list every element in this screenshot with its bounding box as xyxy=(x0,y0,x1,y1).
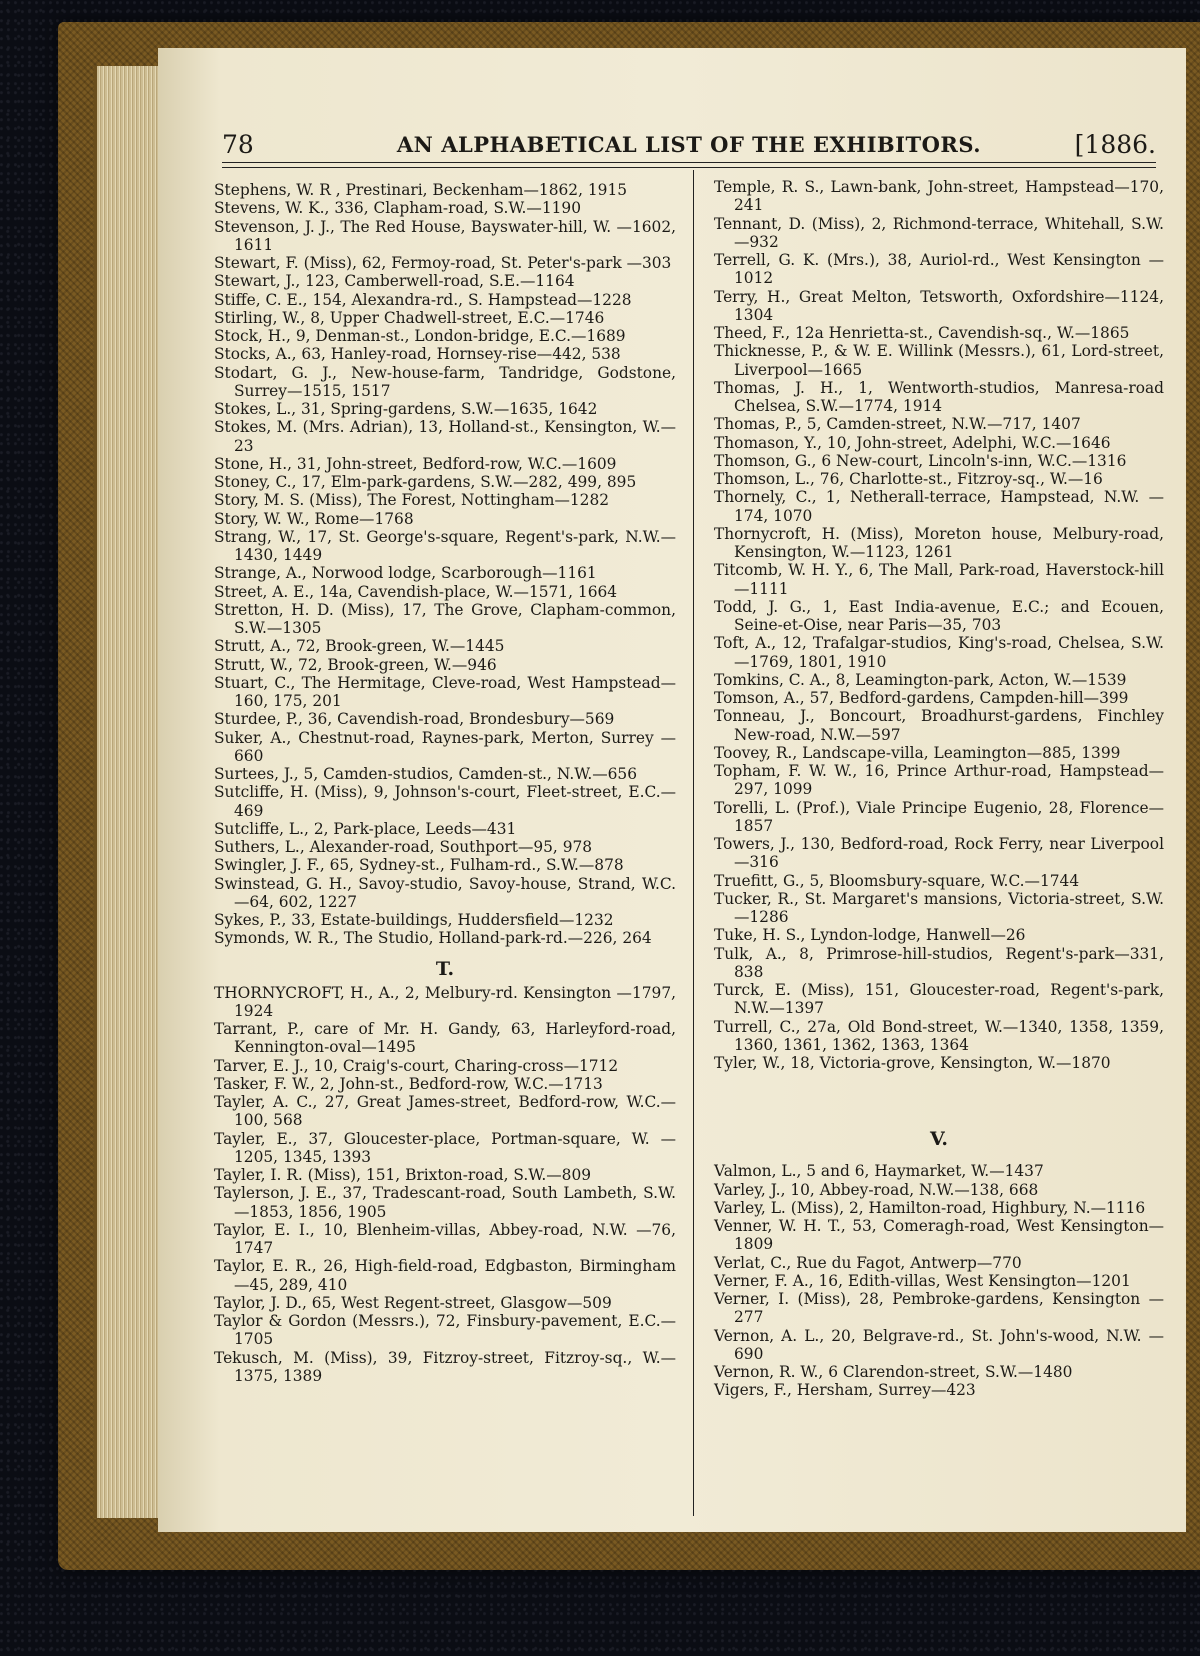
exhibitor-entry: Truefitt, G., 5, Bloomsbury-square, W.C.—1744 xyxy=(714,871,1080,890)
page-year: [1886. xyxy=(1074,130,1156,159)
exhibitor-entry: Stoney, C., 17, Elm-park-gardens, S.W.—282, 499, 895 xyxy=(214,473,637,491)
exhibitor-entry: Tayler, A. C., 27, Great James-street, Bedford-row, W.C.—100, 568 xyxy=(214,1093,676,1130)
exhibitor-entry: Stevenson, J. J., The Red House, Bayswater-hill, W. —1602, 1611 xyxy=(214,217,676,254)
exhibitor-entry: Todd, J. G., 1, East India-avenue, E.C.; and Ecouen, Seine-et-Oise, near Paris—35, 703 xyxy=(714,597,1164,634)
exhibitor-entry: Valmon, L., 5 and 6, Haymarket, W.—1437 xyxy=(714,1162,1044,1181)
exhibitor-entry: Terrell, G. K. (Mrs.), 38, Auriol-rd., West Kensington —1012 xyxy=(714,251,1164,288)
exhibitor-entry: Swingler, J. F., 65, Sydney-st., Fulham-rd., S.W.—878 xyxy=(214,856,624,875)
exhibitor-entry: Suthers, L., Alexander-road, Southport—95, 978 xyxy=(214,838,593,856)
exhibitor-entry: Tayler, I. R. (Miss), 151, Brixton-road, S.W.—809 xyxy=(214,1166,592,1184)
exhibitor-entry: Torelli, L. (Prof.), Viale Principe Eugenio, 28, Florence—1857 xyxy=(714,798,1164,835)
exhibitor-entry: Tonneau, J., Boncourt, Broadhurst-gardens, Finchley New-road, N.W.—597 xyxy=(714,707,1164,744)
exhibitor-entry: Story, M. S. (Miss), The Forest, Nottingham—1282 xyxy=(214,491,610,510)
exhibitor-entry: Verner, F. A., 16, Edith-villas, West Kensington—1201 xyxy=(714,1271,1131,1290)
book-page xyxy=(158,48,1186,1532)
exhibitor-entry: Tomson, A., 57, Bedford-gardens, Campden-hill—399 xyxy=(714,689,1129,707)
exhibitor-entry: Stone, H., 31, John-street, Bedford-row, W.C.—1609 xyxy=(214,454,617,473)
exhibitor-entry: Tuke, H. S., Lyndon-lodge, Hanwell—26 xyxy=(714,926,1026,945)
exhibitor-entry: Suker, A., Chestnut-road, Raynes-park, Merton, Surrey —660 xyxy=(214,728,676,765)
entry-list-t-continued xyxy=(714,178,1164,1072)
exhibitor-entry: Tulk, A., 8, Primrose-hill-studios, Regent's-park—331, 838 xyxy=(714,944,1164,981)
exhibitor-entry: Stokes, L., 31, Spring-gardens, S.W.—1635, 1642 xyxy=(214,400,598,418)
exhibitor-entry: Turck, E. (Miss), 151, Gloucester-road, Regent's-park, N.W.—1397 xyxy=(714,981,1164,1018)
exhibitor-entry: Stevens, W. K., 336, Clapham-road, S.W.—1190 xyxy=(214,199,581,218)
entry-list-s xyxy=(214,181,676,948)
exhibitor-entry: Tucker, R., St. Margaret's mansions, Victoria-street, S.W.—1286 xyxy=(714,889,1164,926)
exhibitor-entry: Terry, H., Great Melton, Tetsworth, Oxfordshire—1124, 1304 xyxy=(714,287,1164,324)
exhibitor-entry: Venner, W. H. T., 53, Comeragh-road, West Kensington—1809 xyxy=(714,1217,1164,1254)
exhibitor-entry: Verlat, C., Rue du Fagot, Antwerp—770 xyxy=(714,1253,1022,1272)
exhibitor-entry: Tarver, E. J., 10, Craig's-court, Charing-cross—1712 xyxy=(214,1056,619,1075)
exhibitor-entry: Theed, F., 12a Henrietta-st., Cavendish-sq., W.—1865 xyxy=(714,324,1130,342)
exhibitor-entry: Taylor, J. D., 65, West Regent-street, Glasgow—509 xyxy=(214,1293,612,1312)
exhibitor-entry: Tennant, D. (Miss), 2, Richmond-terrace, Whitehall, S.W.—932 xyxy=(714,214,1164,251)
exhibitor-entry: Toovey, R., Landscape-villa, Leamington—885, 1399 xyxy=(714,743,1121,762)
exhibitor-entry: Strange, A., Norwood lodge, Scarborough—1161 xyxy=(214,564,597,583)
exhibitor-entry: Stock, H., 9, Denman-st., London-bridge, E.C.—1689 xyxy=(214,327,626,345)
exhibitor-entry: Tasker, F. W., 2, John-st., Bedford-row, W.C.—1713 xyxy=(214,1074,603,1093)
exhibitor-entry: Stretton, H. D. (Miss), 17, The Grove, Clapham-common, S.W.—1305 xyxy=(214,600,676,637)
exhibitor-entry: Stewart, J., 123, Camberwell-road, S.E.—1164 xyxy=(214,272,575,291)
exhibitor-entry: Thornely, C., 1, Netherall-terrace, Hampstead, N.W. —174, 1070 xyxy=(714,488,1164,525)
exhibitor-entry: Thomas, P., 5, Camden-street, N.W.—717, 1407 xyxy=(714,415,1081,434)
exhibitor-entry: Taylor, E. R., 26, High-field-road, Edgbaston, Birmingham—45, 289, 410 xyxy=(214,1257,676,1294)
exhibitor-entry: Sturdee, P., 36, Cavendish-road, Brondesbury—569 xyxy=(214,710,615,729)
left-column xyxy=(214,181,676,1385)
exhibitor-entry: Varley, L. (Miss), 2, Hamilton-road, Highbury, N.—1116 xyxy=(714,1198,1146,1217)
exhibitor-entry: Vigers, F., Hersham, Surrey—423 xyxy=(714,1381,976,1400)
exhibitor-entry: Stephens, W. R , Prestinari, Beckenham—1862, 1915 xyxy=(214,181,628,199)
exhibitor-entry: Tyler, W., 18, Victoria-grove, Kensington, W.—1870 xyxy=(714,1054,1111,1072)
exhibitor-entry: Tekusch, M. (Miss), 39, Fitzroy-street, Fitzroy-sq., W.—1375, 1389 xyxy=(214,1348,676,1385)
exhibitor-entry: Towers, J., 130, Bedford-road, Rock Ferry, near Liverpool—316 xyxy=(714,835,1164,872)
exhibitor-entry: Tarrant, P., care of Mr. H. Gandy, 63, Harleyford-road, Kennington-oval—1495 xyxy=(214,1020,676,1057)
exhibitor-entry: Stiffe, C. E., 154, Alexandra-rd., S. Hampstead—1228 xyxy=(214,290,632,309)
exhibitor-entry: Tomkins, C. A., 8, Leamington-park, Acton, W.—1539 xyxy=(714,670,1127,689)
page-edges xyxy=(94,66,167,1518)
section-heading-t: T. xyxy=(435,957,455,980)
exhibitor-entry: Surtees, J., 5, Camden-studios, Camden-st., N.W.—656 xyxy=(214,765,637,783)
exhibitor-entry: Taylerson, J. E., 37, Tradescant-road, South Lambeth, S.W.—1853, 1856, 1905 xyxy=(214,1184,676,1221)
exhibitor-entry: Thomason, Y., 10, John-street, Adelphi, W.C.—1646 xyxy=(714,433,1111,452)
page-number: 78 xyxy=(222,130,254,159)
exhibitor-entry: Swinstead, G. H., Savoy-studio, Savoy-house, Strand, W.C.—64, 602, 1227 xyxy=(214,874,676,911)
exhibitor-entry: Strutt, W., 72, Brook-green, W.—946 xyxy=(214,655,497,674)
exhibitor-entry: Titcomb, W. H. Y., 6, The Mall, Park-road, Haverstock-hill—1111 xyxy=(714,561,1164,598)
exhibitor-entry: Thicknesse, P., & W. E. Willink (Messrs.), 61, Lord-street, Liverpool—1665 xyxy=(714,342,1164,379)
exhibitor-entry: Temple, R. S., Lawn-bank, John-street, Hampstead—170, 241 xyxy=(714,178,1164,215)
header-rule-top xyxy=(222,162,1156,163)
exhibitor-entry: Thomas, J. H., 1, Wentworth-studios, Manresa-road Chelsea, S.W.—1774, 1914 xyxy=(714,378,1164,415)
exhibitor-entry: Strang, W., 17, St. George's-square, Regent's-park, N.W.—1430, 1449 xyxy=(214,527,676,564)
exhibitor-entry: THORNYCROFT, H., A., 2, Melbury-rd. Kensington —1797, 1924 xyxy=(214,983,676,1020)
exhibitor-entry: Strutt, A., 72, Brook-green, W.—1445 xyxy=(214,637,505,656)
exhibitor-entry: Story, W. W., Rome—1768 xyxy=(214,509,414,528)
exhibitor-entry: Stokes, M. (Mrs. Adrian), 13, Holland-st., Kensington, W.—23 xyxy=(214,418,676,455)
exhibitor-entry: Varley, J., 10, Abbey-road, N.W.—138, 668 xyxy=(714,1180,1039,1199)
page-header xyxy=(222,126,1156,172)
exhibitor-entry: Symonds, W. R., The Studio, Holland-park-rd.—226, 264 xyxy=(214,929,652,948)
exhibitor-entry: Stodart, G. J., New-house-farm, Tandridge, Godstone, Surrey—1515, 1517 xyxy=(214,363,676,400)
exhibitor-entry: Stirling, W., 8, Upper Chadwell-street, E.C.—1746 xyxy=(214,308,605,327)
header-rule-bottom xyxy=(222,167,1156,168)
page-title: AN ALPHABETICAL LIST OF THE EXHIBITORS. xyxy=(396,132,982,157)
entry-list-v xyxy=(714,1162,1164,1399)
exhibitor-entry: Thomson, G., 6 New-court, Lincoln's-inn, W.C.—1316 xyxy=(714,451,1127,470)
exhibitor-entry: Verner, I. (Miss), 28, Pembroke-gardens, Kensington —277 xyxy=(714,1290,1164,1327)
exhibitor-entry: Vernon, A. L., 20, Belgrave-rd., St. John's-wood, N.W. —690 xyxy=(714,1326,1164,1363)
exhibitor-entry: Sutcliffe, H. (Miss), 9, Johnson's-court, Fleet-street, E.C.—469 xyxy=(214,783,676,820)
exhibitor-entry: Turrell, C., 27a, Old Bond-street, W.—1340, 1358, 1359, 1360, 1361, 1362, 1363, 1364 xyxy=(714,1017,1164,1054)
exhibitor-entry: Thornycroft, H. (Miss), Moreton house, Melbury-road, Kensington, W.—1123, 1261 xyxy=(714,524,1164,561)
exhibitor-entry: Tayler, E., 37, Gloucester-place, Portman-square, W. —1205, 1345, 1393 xyxy=(214,1129,676,1166)
exhibitor-entry: Toft, A., 12, Trafalgar-studios, King's-road, Chelsea, S.W.—1769, 1801, 1910 xyxy=(714,634,1164,671)
exhibitor-entry: Thomson, L., 76, Charlotte-st., Fitzroy-sq., W.—16 xyxy=(714,470,1103,488)
exhibitor-entry: Stewart, F. (Miss), 62, Fermoy-road, St. Peter's-park —303 xyxy=(214,254,672,272)
entry-list-t xyxy=(214,984,676,1386)
column-divider xyxy=(693,170,694,1516)
exhibitor-entry: Vernon, R. W., 6 Clarendon-street, S.W.—1480 xyxy=(714,1363,1073,1381)
section-heading-v: V. xyxy=(929,1128,949,1151)
right-column xyxy=(714,178,1164,1400)
exhibitor-entry: Taylor & Gordon (Messrs.), 72, Finsbury-pavement, E.C.—1705 xyxy=(214,1312,676,1349)
exhibitor-entry: Sykes, P., 33, Estate-buildings, Huddersfield—1232 xyxy=(214,911,614,929)
exhibitor-entry: Stuart, C., The Hermitage, Cleve-road, West Hampstead—160, 175, 201 xyxy=(214,673,676,710)
exhibitor-entry: Sutcliffe, L., 2, Park-place, Leeds—431 xyxy=(214,819,517,838)
exhibitor-entry: Topham, F. W. W., 16, Prince Arthur-road, Hampstead—297, 1099 xyxy=(714,762,1164,799)
exhibitor-entry: Stocks, A., 63, Hanley-road, Hornsey-rise—442, 538 xyxy=(214,345,621,364)
exhibitor-entry: Taylor, E. I., 10, Blenheim-villas, Abbey-road, N.W. —76, 1747 xyxy=(214,1220,676,1257)
exhibitor-entry: Street, A. E., 14a, Cavendish-place, W.—1571, 1664 xyxy=(214,582,618,601)
